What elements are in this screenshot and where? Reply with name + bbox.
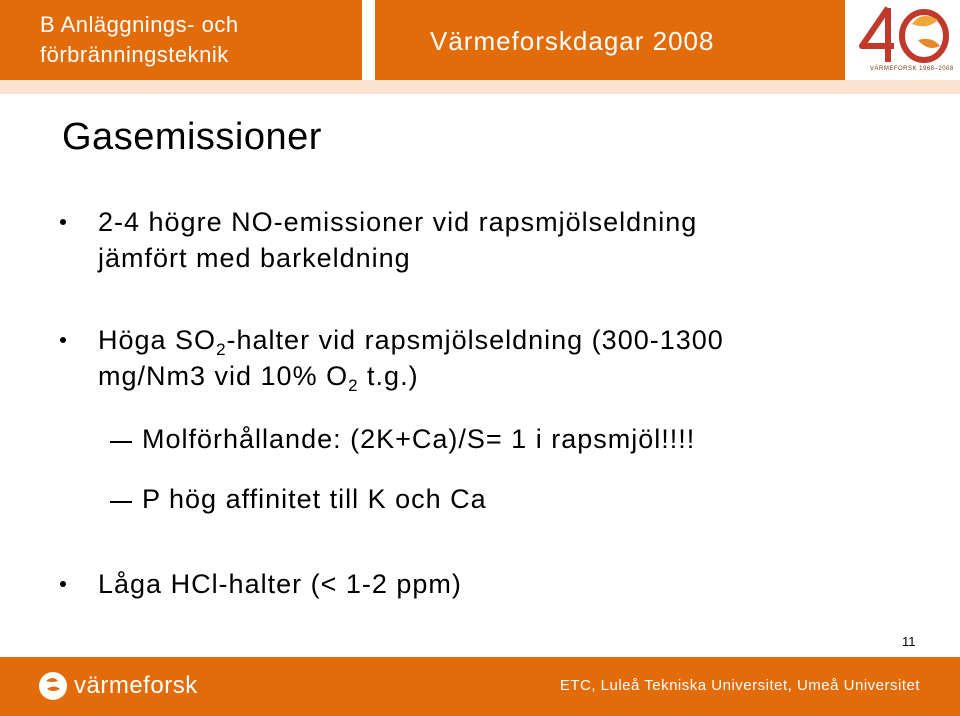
conference-title: Värmeforskdagar 2008 [430, 26, 715, 56]
sub-bullet-text: Molförhållande: (2K+Ca)/S= 1 i rapsmjöl!!!! [142, 424, 696, 454]
footer-logo [38, 669, 198, 703]
o2-suffix: t.g.) [358, 361, 419, 391]
bullet-dot-icon [60, 219, 66, 225]
page-number: 11 [902, 634, 916, 649]
header-divider [0, 80, 960, 94]
dash-icon [110, 441, 132, 443]
conference-banner [375, 0, 845, 80]
bullet-text-cont [98, 358, 419, 404]
footer-bar [0, 657, 960, 716]
section-banner [0, 0, 362, 80]
o2-prefix: mg/Nm3 vid 10% O [98, 361, 349, 391]
bullet-text-cont: jämfört med barkeldning [98, 243, 411, 273]
varmeforsk-logo-icon [38, 671, 68, 701]
section-title-line2: förbränningsteknik [40, 42, 229, 67]
subscript-2: 2 [348, 376, 359, 395]
section-title-line1: B Anläggnings- och [40, 12, 239, 37]
bullet-dot-icon [60, 337, 66, 343]
bullet-dot-icon [60, 581, 66, 587]
anniversary-logo [848, 0, 960, 80]
so2-suffix: -halter vid rapsmjölseldning (300-1300 [226, 325, 724, 355]
footer-institutions: ETC, Luleå Tekniska Universitet, Umeå Universitet [559, 677, 920, 694]
bullet-text: Låga HCl-halter (< 1-2 ppm) [98, 569, 462, 599]
bullet-text: 2-4 högre NO-emissioner vid rapsmjölseldning [98, 207, 698, 237]
subscript-2: 2 [216, 340, 227, 359]
anniversary-40-icon [848, 0, 960, 66]
slide-title: Gasemissioner [62, 116, 322, 158]
footer-brand-name: värmeforsk [74, 672, 198, 699]
anniversary-years: VÄRMEFORSK 1968–2008 [870, 66, 954, 72]
dash-icon [110, 501, 132, 503]
sub-bullet-text: P hög affinitet till K och Ca [142, 484, 487, 514]
so2-prefix: Höga SO [98, 325, 217, 355]
